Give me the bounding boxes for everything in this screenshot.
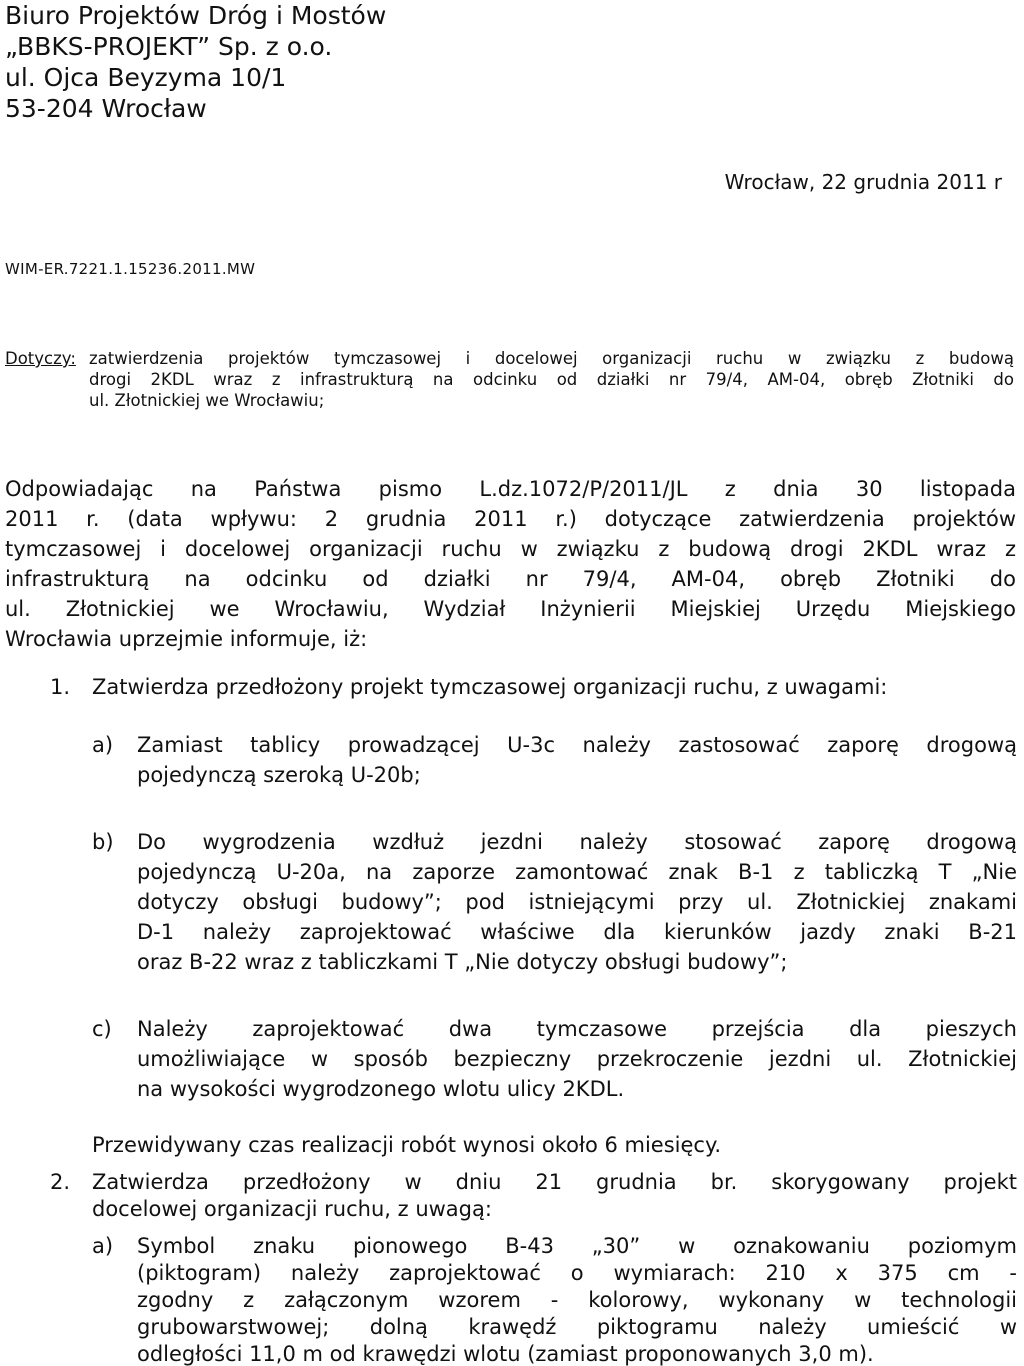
subpoint-label: a) [92, 1234, 114, 1258]
subject-block [5, 348, 1017, 410]
subject-line: drogi 2KDL wraz z infrastrukturą na odcinku od działki nr 79/4, AM-04, obręb Złotniki do [89, 370, 1014, 389]
point-text: Zatwierdza przedłożony projekt tymczasowej organizacji ruchu, z uwagami: [92, 675, 888, 699]
intro-line: 2011 r. (data wpływu: 2 grudnia 2011 r.) dotyczące zatwierdzenia projektów [5, 507, 1016, 531]
subpoint-line: odległości 11,0 m od krawędzi wlotu (zamiast proponowanych 3,0 m). [137, 1342, 874, 1366]
intro-line: Wrocławia uprzejmie informuje, iż: [5, 627, 368, 651]
intro-line: ul. Złotnickiej we Wrocławiu, Wydział Inżynierii Miejskiej Urzędu Miejskiego [5, 597, 1016, 621]
subpoint-line: Symbol znaku pionowego B-43 „30” w oznakowaniu poziomym [137, 1234, 1017, 1258]
reference-number: WIM-ER.7221.1.15236.2011.MW [5, 260, 256, 278]
subpoint-line: Należy zaprojektować dwa tymczasowe przejścia dla pieszych [137, 1017, 1017, 1041]
sender-name: Biuro Projektów Dróg i Mostów [5, 1, 387, 30]
sender-company: „BBKS-PROJEKT” Sp. z o.o. [5, 32, 333, 61]
subpoint-line: pojedynczą szeroką U-20b; [137, 763, 421, 787]
subject-text [89, 348, 1014, 411]
point-number: 1. [50, 675, 71, 699]
letter-date: Wrocław, 22 grudnia 2011 r [724, 170, 1002, 194]
subpoint-line: dotyczy obsługi budowy”; pod istniejącymi przy ul. Złotnickiej znakami [137, 890, 1017, 914]
subpoint-line: (piktogram) należy zaprojektować o wymiarach: 210 x 375 cm - [137, 1261, 1017, 1285]
subpoint-line: na wysokości wygrodzonego wlotu ulicy 2KDL. [137, 1077, 625, 1101]
sender-city: 53-204 Wrocław [5, 94, 207, 123]
subpoint-line: grubowarstwowej; dolną krawędź piktogramu należy umieścić w [137, 1315, 1017, 1339]
point-text: docelowej organizacji ruchu, z uwagą: [92, 1197, 492, 1221]
subject-line: zatwierdzenia projektów tymczasowej i docelowej organizacji ruchu w związku z budową [89, 349, 1014, 368]
point-text: Zatwierdza przedłożony w dniu 21 grudnia br. skorygowany projekt [92, 1170, 1017, 1194]
sender-street: ul. Ojca Beyzyma 10/1 [5, 63, 287, 92]
subpoint-line: Do wygrodzenia wzdłuż jezdni należy stosować zaporę drogową [137, 830, 1017, 854]
subpoint-label: a) [92, 733, 114, 757]
intro-line: tymczasowej i docelowej organizacji ruchu w związku z budową drogi 2KDL wraz z [5, 537, 1016, 561]
subject-line: ul. Złotnickiej we Wrocławiu; [89, 391, 325, 410]
subject-label: Dotyczy: [5, 349, 76, 368]
duration-note: Przewidywany czas realizacji robót wynosi około 6 miesięcy. [92, 1133, 722, 1157]
subpoint-line: zgodny z załączonym wzorem - kolorowy, wykonany w technologii [137, 1288, 1017, 1312]
intro-line: infrastrukturą na odcinku od działki nr 79/4, AM-04, obręb Złotniki do [5, 567, 1016, 591]
subpoint-label: c) [92, 1017, 112, 1041]
point-number: 2. [50, 1170, 71, 1194]
subpoint-line: umożliwiające w sposób bezpieczny przekroczenie jezdni ul. Złotnickiej [137, 1047, 1017, 1071]
subpoint-line: Zamiast tablicy prowadzącej U-3c należy zastosować zaporę drogową [137, 733, 1017, 757]
subpoint-label: b) [92, 830, 114, 854]
intro-line: Odpowiadając na Państwa pismo L.dz.1072/P/2011/JL z dnia 30 listopada [5, 477, 1016, 501]
subpoint-line: D-1 należy zaprojektować właściwe dla kierunków jazdy znaki B-21 [137, 920, 1017, 944]
subpoint-line: oraz B-22 wraz z tabliczkami T „Nie dotyczy obsługi budowy”; [137, 950, 788, 974]
subpoint-line: pojedynczą U-20a, na zaporze zamontować znak B-1 z tabliczką T „Nie [137, 860, 1017, 884]
